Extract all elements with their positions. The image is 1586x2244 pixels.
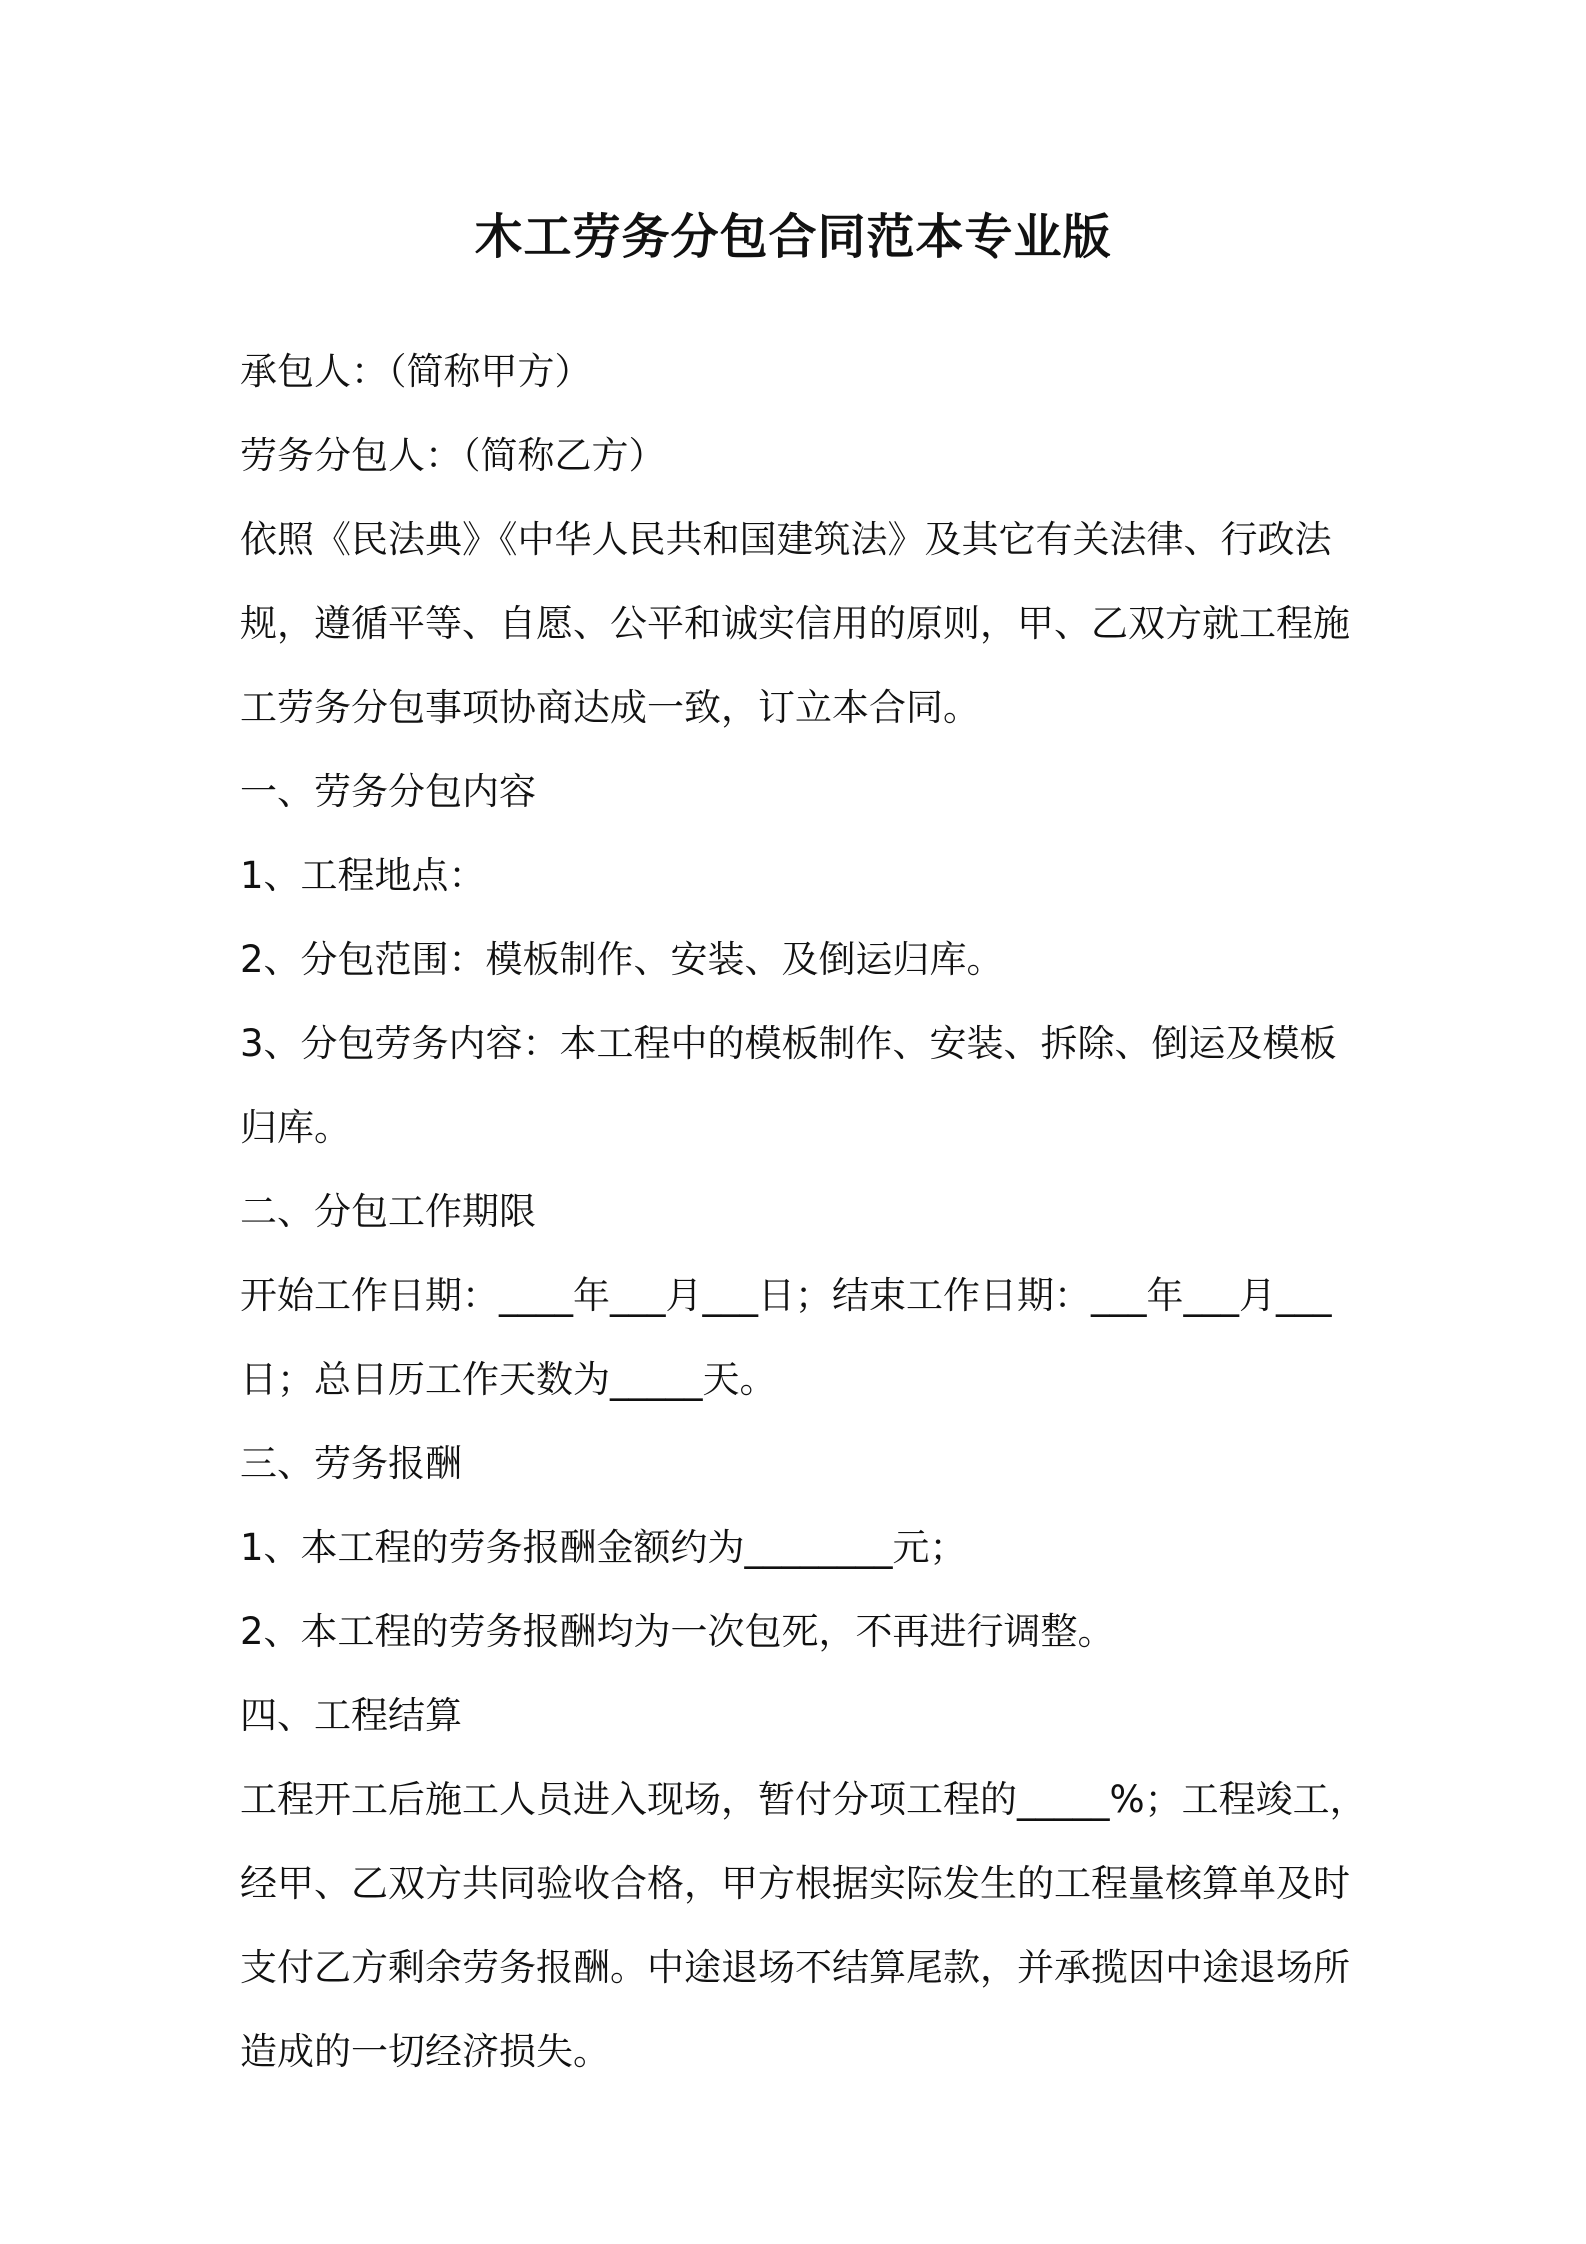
paragraph-subcontractor: 劳务分包人：（简称乙方）: [240, 434, 666, 477]
clause-settlement: 工程开工后施工人员进入现场，暂付分项工程的_____%；工程竣工，经甲、乙双方共同验收合格，甲方根据实际发生的工程量核算单及时支付乙方剩余劳务报酬。中途退场不结算尾款，并承揽因中途退场所造成的一切经济损失。: [240, 1778, 1367, 2073]
paragraph-preamble: 依照《民法典》《中华人民共和国建筑法》及其它有关法律、行政法规，遵循平等、自愿、公平和诚实信用的原则，甲、乙双方就工程施工劳务分包事项协商达成一致，订立本合同。: [240, 518, 1350, 729]
paragraph-contractor: 承包人：（简称甲方）: [240, 350, 592, 393]
section-heading-remuneration: 三、劳务报酬: [240, 1442, 462, 1485]
section-heading-settlement: 四、工程结算: [240, 1694, 462, 1737]
clause-remuneration-amount: 1、本工程的劳务报酬金额约为________元；: [240, 1526, 967, 1569]
section-heading-content: 一、劳务分包内容: [240, 770, 536, 813]
section-heading-period: 二、分包工作期限: [240, 1190, 536, 1233]
clause-labor-content: 3、分包劳务内容：本工程中的模板制作、安装、拆除、倒运及模板归库。: [240, 1022, 1337, 1149]
document-body: [240, 330, 1370, 2094]
clause-work-dates: 开始工作日期：____年___月___日；结束工作日期：___年___月___日；总日历工作天数为_____天。: [240, 1274, 1332, 1401]
clause-remuneration-fixed: 2、本工程的劳务报酬均为一次包死，不再进行调整。: [240, 1610, 1115, 1653]
clause-location: 1、工程地点：: [240, 854, 486, 897]
document-title: 木工劳务分包合同范本专业版: [474, 209, 1112, 265]
clause-scope: 2、分包范围：模板制作、安装、及倒运归库。: [240, 938, 1004, 981]
